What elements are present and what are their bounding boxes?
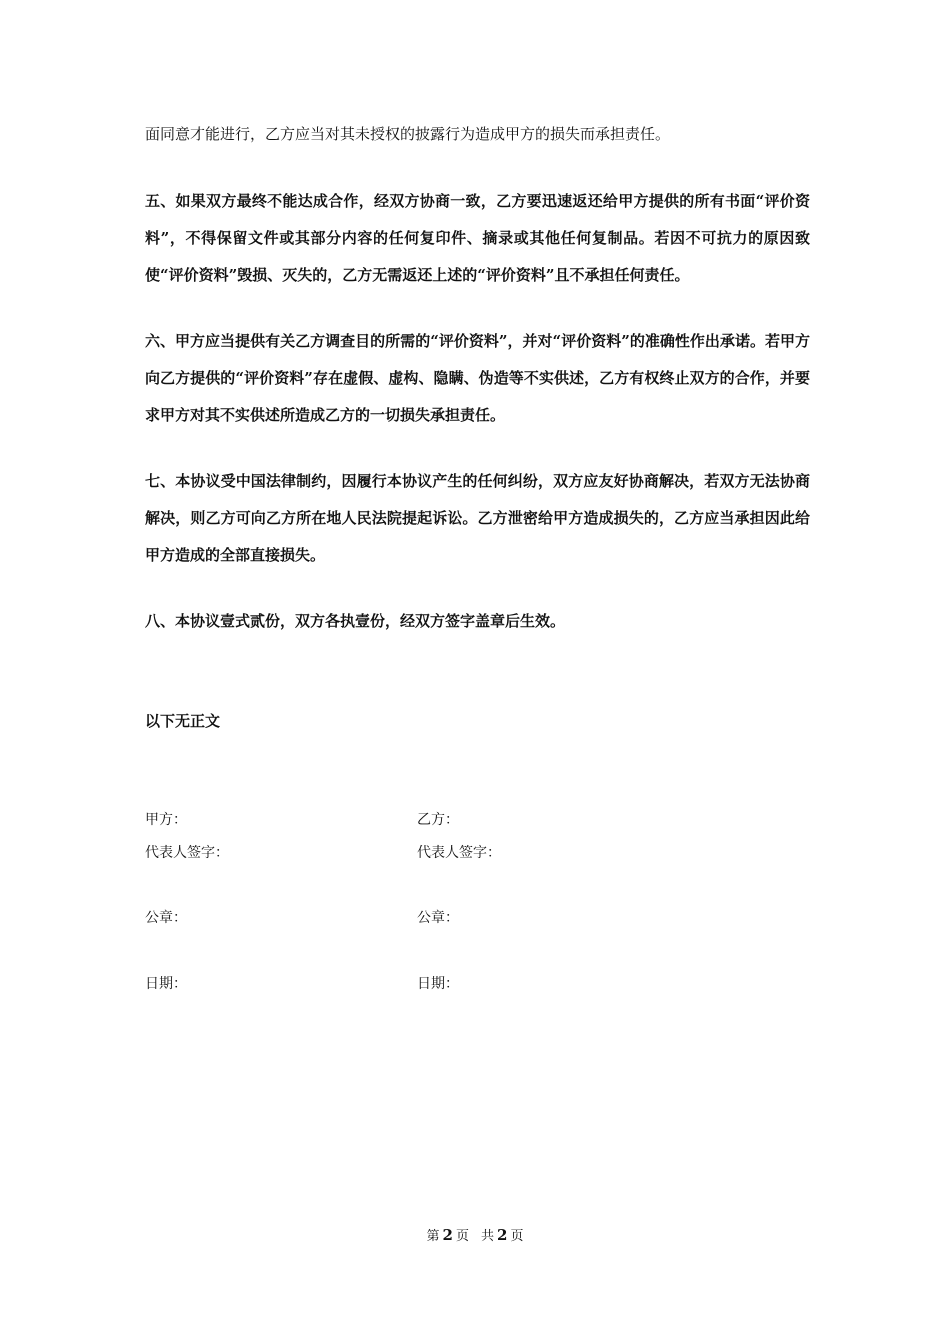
- page-footer: [0, 1225, 950, 1247]
- total-pages-number: 2: [497, 1226, 508, 1244]
- party-b-representative-label: 代表人签字：: [417, 845, 501, 861]
- paragraph-continuation: 面同意才能进行，乙方应当对其未授权的披露行为造成甲方的损失而承担责任。: [145, 125, 671, 143]
- party-b-seal-label: 公章：: [417, 910, 459, 926]
- party-a-label: 甲方：: [145, 812, 187, 828]
- clause-eight: 八、本协议壹式贰份，双方各执壹份，经双方签字盖章后生效。: [145, 612, 566, 630]
- party-b-label: 乙方：: [417, 812, 459, 828]
- clause-six: 六、甲方应当提供有关乙方调查目的所需的“评价资料”，并对“评价资料”的准确性作出承诺。若甲方向乙方提供的“评价资料”存在虚假、虚构、隐瞒、伪造等不实供述，乙方有权终止双方的合作，并要求甲方对其不实供述所造成乙方的一切损失承担责任。: [145, 332, 810, 424]
- end-of-text-note: 以下无正文: [145, 712, 221, 730]
- footer-page-word: 页: [455, 1229, 469, 1244]
- party-a-date-label: 日期：: [145, 976, 187, 992]
- clause-seven: 七、本协议受中国法律制约，因履行本协议产生的任何纠纷，双方应友好协商解决，若双方无法协商解决，则乙方可向乙方所在地人民法院提起诉讼。乙方泄密给甲方造成损失的，乙方应当承担因此给甲方造成的全部直接损失。: [145, 472, 810, 564]
- party-b-date-label: 日期：: [417, 976, 459, 992]
- footer-total-prefix: 共: [481, 1229, 495, 1244]
- clause-five: 五、如果双方最终不能达成合作，经双方协商一致，乙方要迅速返还给甲方提供的所有书面“评价资料”，不得保留文件或其部分内容的任何复印件、摘录或其他任何复制品。若因不可抗力的原因致使“评价资料”毁损、灭失的，乙方无需返还上述的“评价资料”且不承担任何责任。: [145, 192, 810, 284]
- footer-total-suffix: 页: [510, 1229, 524, 1244]
- current-page-number: 2: [442, 1226, 453, 1244]
- footer-prefix: 第: [426, 1229, 440, 1244]
- party-a-seal-label: 公章：: [145, 910, 187, 926]
- party-a-representative-label: 代表人签字：: [145, 845, 229, 861]
